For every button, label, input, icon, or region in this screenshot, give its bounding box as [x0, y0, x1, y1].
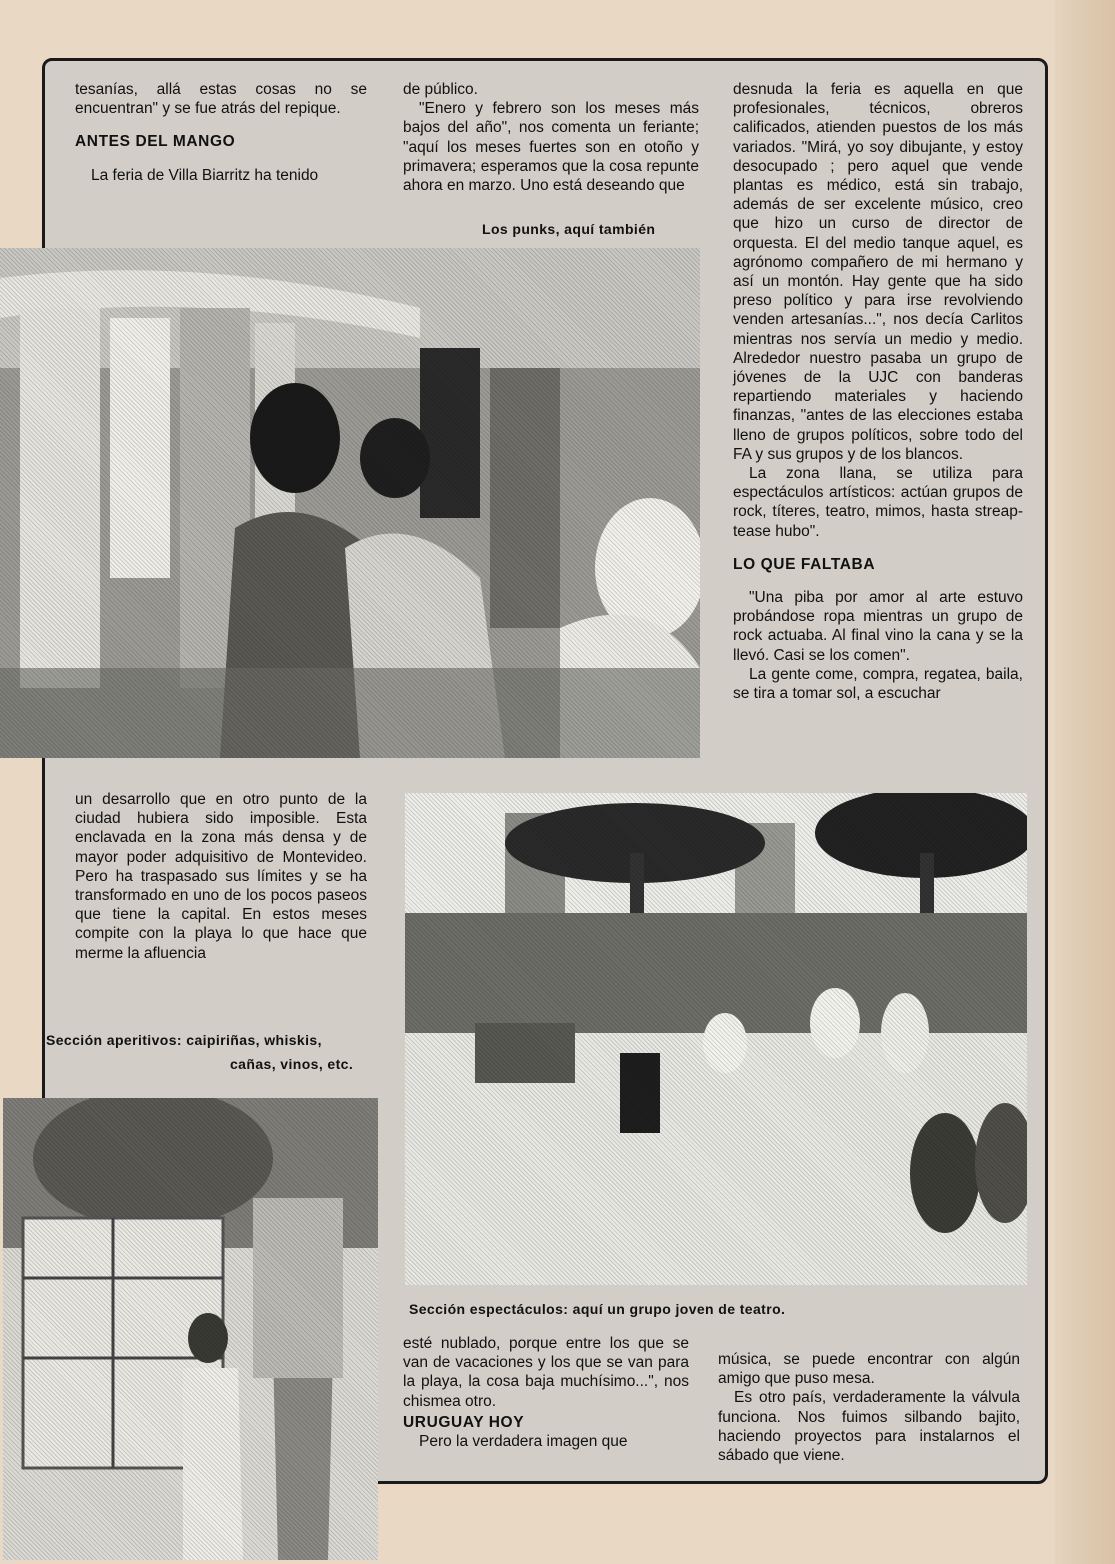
col3-bottom-p1: música, se puede encontrar con algún amigo que puso mesa.: [718, 1351, 1020, 1388]
col2-top-p2: "Enero y febrero son los meses más bajos del año", nos comenta un feriante; "aquí los meses fuertes son en otoño y primavera; esperamos que la cosa repunte ahora en marzo. Uno está deseando que: [403, 100, 699, 195]
col2-bottom-p1: esté nublado, porque entre los que se van de vacaciones y los que se van para la playa, la cosa baja muchísimo...", nos chismea otro.: [403, 1335, 689, 1410]
col3-p1: desnuda la feria es aquella en que profesionales, técnicos, obreros calificados, atienden puestos de los más variados. "Mirá, yo soy dibujante, y estoy desocupado ; pero aquel que vende plantas es médico, está sin trabajo, además de ser excelente músico, creo que hizo un curso de director de orquesta. El del medio tanque aquel, es agrónomo compañero de mi hermano y así un montón. Hay gente que ha sido preso político y para irse revolviendo venden artesanías...", nos decía Carlitos mientras nos servía un medio y medio. Alrededor nuestro pasaba un grupo de jóvenes de la UJC con banderas repartiendo materiales y haciendo finanzas, "antes de las elecciones estaba lleno de grupos políticos, sobre todo del FA y sus grupos y de los blancos.: [733, 81, 1023, 463]
photo-theatre-group: [405, 793, 1027, 1285]
page-edge: [1055, 0, 1115, 1564]
heading-uruguay-hoy: URUGUAY HOY: [403, 1413, 525, 1431]
col1-top-para: La feria de Villa Biarritz ha tenido: [91, 166, 319, 184]
col2-bottom-p2: Pero la verdadera imagen que: [419, 1433, 628, 1451]
photo-grain: [0, 248, 700, 758]
col3-p4: La gente come, compra, regatea, baila, se tira a tomar sol, a escuchar: [733, 665, 1023, 703]
column-1-top: [75, 80, 367, 185]
photo-punks-market: [0, 248, 700, 758]
caption-aperitivos-1: Sección aperitivos: caipiriñas, whiskis,: [46, 1032, 322, 1048]
col3-p3: "Una piba por amor al arte estuvo probándose ropa mientras un grupo de rock actuaba. Al final vino la cana y se la llevó. Casi se los comen".: [733, 589, 1023, 664]
column-2-bottom: [403, 1334, 689, 1451]
heading-lo-que-faltaba: LO QUE FALTABA: [733, 555, 876, 573]
caption-aperitivos-2: cañas, vinos, etc.: [230, 1056, 354, 1072]
caption-punks: Los punks, aquí también: [482, 221, 656, 237]
col3-p2: La zona llana, se utiliza para espectáculos artísticos: actúan grupos de rock, títeres, teatro, mimos, hasta streap-tease hubo".: [733, 465, 1023, 540]
photo-grain: [405, 793, 1027, 1285]
photo-aperitivos-stall: [3, 1098, 378, 1560]
col1-mid-para: un desarrollo que en otro punto de la ciudad hubiera sido imposible. Esta enclavada en la zona más densa y de mayor poder adquisitivo de Montevideo. Pero ha traspasado sus límites y se ha transformado en uno de los pocos paseos que tiene la capital. En estos meses compite con la playa lo que hace que merme la afluencia: [75, 791, 367, 962]
column-3: [733, 80, 1023, 703]
photo-grain: [3, 1098, 378, 1560]
column-2-top: [403, 80, 699, 195]
col2-top-p1: de público.: [403, 81, 478, 98]
column-3-bottom: [718, 1350, 1020, 1465]
column-1-middle: [75, 790, 367, 963]
col1-top-text: tesanías, allá estas cosas no se encuentran" y se fue atrás del repique.: [75, 81, 367, 118]
heading-antes-del-mango: ANTES DEL MANGO: [75, 133, 236, 151]
caption-espectaculos: Sección espectáculos: aquí un grupo joven de teatro.: [409, 1301, 786, 1317]
col3-bottom-p2: Es otro país, verdaderamente la válvula funciona. Nos fuimos silbando bajito, haciendo proyectos para instalarnos el sábado que viene.: [718, 1389, 1020, 1465]
